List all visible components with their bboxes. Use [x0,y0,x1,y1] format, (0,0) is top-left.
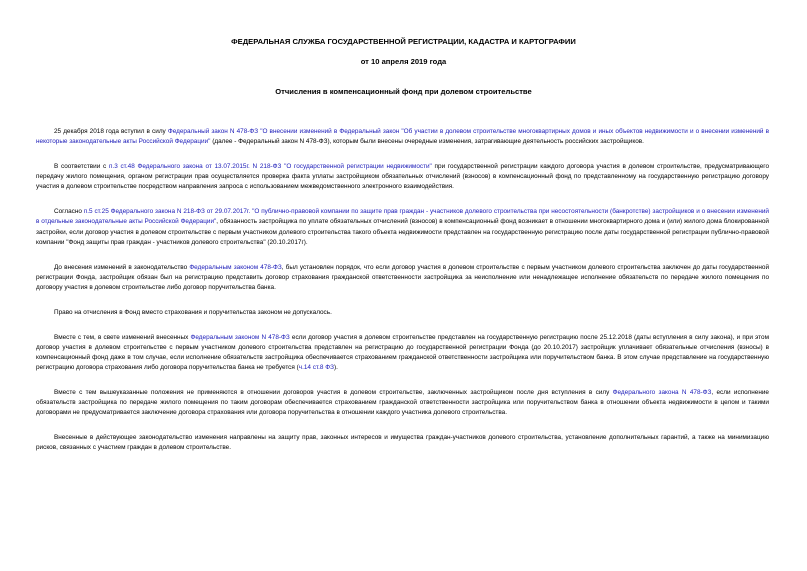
law-link[interactable]: ч.14 ст.8 ФЗ [298,364,334,372]
agency-heading: ФЕДЕРАЛЬНАЯ СЛУЖБА ГОСУДАРСТВЕННОЙ РЕГИСТРАЦИИ, КАДАСТРА И КАРТОГРАФИИ [231,37,576,46]
paragraph-text: , если исполнение обязательств застройщика по передаче жилого помещения по таким договорам обеспечивается страхованием гражданской ответственности застройщика или поручительством банка в отношении объекта недвижимости в целом и такими договорами не предусматривается заключение договора страхования или договора поручительства в отношении каждого участника долевого строительства. [36,389,769,417]
paragraph-text: Право на отчисления в Фонд вместо страхования и поручительства законом не допускалось. [54,308,332,316]
law-link[interactable]: п.5 ст.25 Федерального закона N 218-ФЗ от 29.07.2017г. "О публично-правовой компании по защите прав граждан - участников долевого строительства при несостоятельности (банкротстве) застройщиков и о внесении изменений в отдельные законодательные акты Российской Федерации" [36,208,770,226]
paragraph-text: 25 декабря 2018 года вступил в силу [54,128,168,135]
paragraph-text: До внесения изменений в законодательство [54,263,190,271]
document-title: Отчисления в компенсационный фонд при долевом строительстве [275,87,532,96]
paragraph-text: Внесенные в действующее законодательство изменения направлены на защиту прав, законных интересов и имущества граждан-участников долевого строительства, установление дополнительных гарантий, а также на минимизацию рисков, связанных с участием граждан в долевом строительстве. [36,434,769,452]
paragraph [36,162,769,193]
paragraph-text: если договор участия в долевом строительстве представлен на государственную регистрацию после 25.12.2018 (даты вступления в силу закона), и при этом договор участия в долевом строительстве с первым участником долевого строительства представлен на регистрацию до государственной регистрации Фонда (до 20.10.2017) застройщик уплачивает обязательные отчисления (взносы) в компенсационный фонд даже в том случае, если исполнение обязательств застройщика обеспечивается страхованием гражданской ответственности застройщика или поручительством банка. В этом случае представление на государственную регистрацию договора страхования либо договора поручительства банка не требуется ( [36,333,769,372]
law-link[interactable]: п.3 ст.48 Федерального закона от 13.07.2015г. N 218-ФЗ "О государственной регистрации недвижимости" [108,163,432,170]
paragraph-text: Вместе с тем, в свете изменений внесенных [54,333,191,341]
law-link[interactable]: Федерального закона N 478-ФЗ [612,389,712,397]
paragraph [36,308,769,318]
paragraph [36,263,769,294]
paragraph-text: В соответствии с [54,163,109,170]
law-link[interactable]: Федеральным законом 478-ФЗ [189,263,282,271]
document-date: от 10 апреля 2019 года [360,57,447,66]
paragraph [36,433,769,453]
paragraph-text: Вместе с тем вышеуказанные положения не применяются в отношении договоров участия в долевом строительстве, заключенных застройщиком после дня вступления в силу [54,389,613,397]
law-link[interactable]: Федеральным законом N 478-ФЗ [190,333,290,341]
paragraph [36,388,769,419]
paragraph-text: , был установлен порядок, что если договор участия в долевом строительстве с первым участником долевого строительства заключен до даты государственной регистрации Фонда, застройщик обязан был на регистрацию представить договор страхования гражданской ответственности застройщика за неисполнение или ненадлежащее исполнение обязательств по передаче жилого помещения по договору участия в долевом строительстве либо договор поручительства банка. [36,263,770,292]
paragraph [36,207,769,248]
law-link[interactable]: Федеральный закон N 478-ФЗ "О внесении изменений в Федеральный закон "Об участии в долевом строительстве многоквартирных домов и иных объектов недвижимости и о внесении изменений в некоторые законодательные акты Российской Федерации" [36,128,769,146]
paragraph-text: ). [333,364,338,372]
paragraph [36,127,769,147]
document-body [36,127,769,468]
paragraph [36,333,769,374]
paragraph-text: Согласно [54,208,84,216]
paragraph-text: (далее - Федеральный закон N 478-ФЗ), которым были внесены очередные изменения, затрагивающие деятельность российских застройщиков. [210,138,644,146]
paragraph-text: , обязанность застройщика по уплате обязательных отчислений (взносов) в компенсационный фонд возникает в отношении многоквартирного дома и (или) жилого дома блокированной застройки, если договор участия в долевом строительстве с первым участником долевого строительства такого объекта недвижимости представлен на государственную регистрацию после даты государственной регистрации публично-правовой компании "Фонд защиты прав граждан - участников долевого строительства" (20.10.2017г). [36,218,769,246]
paragraph-text: при государственной регистрации каждого договора участия в долевом строительстве, предусматривающего передачу жилого помещения, органом регистрации прав осуществляется проверка факта уплаты застройщиком обязательных отчислений (взносов) в компенсационный фонд по представленному на государственную регистрацию договору участия в долевом строительстве посредством направления запроса с использованием межведомственного электронного взаимодействия. [36,163,770,191]
